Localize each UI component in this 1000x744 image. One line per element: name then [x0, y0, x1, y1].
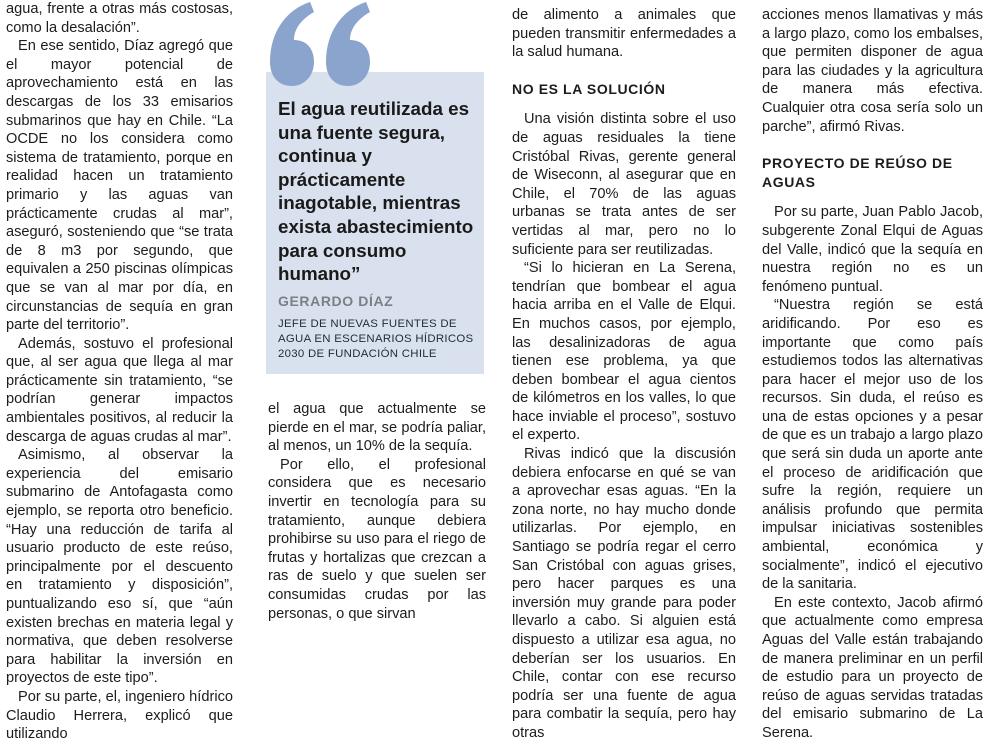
paragraph: Por ello, el profesional considera que es necesario invertir en tecnología para su tratamiento, aunque debiera prohibirse su uso para el riego de frutas y hortalizas que crezcan a ras de suelo y que suelen ser consumidas crudas por las personas, o que sirvan	[268, 456, 486, 622]
paragraph: de alimento a animales que pueden transmitir enfermedades a la salud humana.	[512, 7, 736, 61]
paragraph: Asimismo, al observar la experiencia del emisario submarino de Antofagasta como ejemplo, se reporta otro beneficio. “Hay una reducción de tarifa al usuario producto de este reúso, principalmente por el descuento en tratamiento y disposición”, puntualizando eso sí, que “aún existen brechas en materia legal y normativa, que deben resolverse para habilitar la inversión en proyectos de este tipo”.	[6, 447, 233, 687]
paragraph: En este contexto, Jacob afirmó que actualmente como empresa Aguas del Valle están trabajando de manera preliminar en un perfil de estudio para un proyecto de reúso de aguas servidas tratadas del emisario submarino de La Serena.	[762, 594, 983, 741]
section-subhead: NO ES LA SOLUCIÓN	[512, 80, 666, 97]
article-column-4	[762, 6, 983, 743]
paragraph: Por su parte, el, ingeniero hídrico Claudio Herrera, explicó que utilizando	[6, 688, 233, 743]
article-column-2	[268, 400, 486, 623]
paragraph: Una visión distinta sobre el uso de aguas residuales la tiene Cristóbal Rivas, gerente general de Wiseconn, al asegurar que en Chile, el 70% de las aguas urbanas se trata antes de ser vertidas al mar, pero no lo suficiente para ser reutilizadas.	[512, 111, 736, 258]
article-column-1	[6, 0, 233, 744]
section-subhead: PROYECTO DE REÚSO DE AGUAS	[762, 155, 953, 190]
pull-quote-text: El agua reutilizada es una fuente segura, continua y prácticamente inagotable, mientras exista abastecimiento para consumo humano”	[278, 98, 474, 285]
paragraph: “Si lo hicieran en La Serena, tendrían que bombear el agua hacia arriba en el Valle de Elqui. En muchos casos, por ejemplo, las desalinizadoras de agua tienen ese problema, ya que deben bombear el agua cientos de kilómetros en los valles, lo que hace inviable el proceso”, sostuvo el experto.	[512, 260, 736, 444]
paragraph: el agua que actualmente se pierde en el mar, se podría paliar, al menos, un 10% de la sequía.	[268, 401, 486, 455]
paragraph: Por su parte, Juan Pablo Jacob, subgerente Zonal Elqui de Aguas del Valle, indicó que la sequía en nuestra región no es un fenómeno puntual.	[762, 204, 983, 295]
paragraph: agua, frente a otras más costosas, como la desalación”.	[6, 1, 233, 36]
paragraph: En ese sentido, Díaz agregó que el mayor potencial de aprovechamiento está en las descargas de los 33 emisarios submarinos que hay en Chile. “La OCDE no los considera como sistema de tratamiento, porque en realidad hacen un tratamiento primario y las aguas van prácticamente crudas al mar”, aseguró, sosteniendo que “se trata de 8 m3 por segundo, que equivalen a 250 piscinas olímpicas que se van al mar por día, en circunstancias de sequía en gran parte del territorio”.	[6, 38, 233, 334]
quote-author-role: JEFE DE NUEVAS FUENTES DE AGUA EN ESCENARIOS HÍDRICOS 2030 DE FUNDACIÓN CHILE	[278, 318, 474, 360]
quote-author: GERARDO DÍAZ	[278, 293, 394, 309]
paragraph: Además, sostuvo el profesional que, al ser agua que llega al mar prácticamente sin tratamiento, “se podrían generar impactos ambientales positivos, al reducir la descarga de aguas crudas al mar”.	[6, 335, 233, 445]
article-column-3	[512, 6, 736, 743]
paragraph: “Nuestra región se está aridificando. Por eso es importante que como país estudiemos todos las alternativas para hacer el mejor uso de los recursos. Sin duda, el reúso es una de estas opciones y a pesar de que es un trabajo a largo plazo que será sin duda un aporte ante el proceso de aridificación que sufre la región, requiere un análisis profundo que permita impulsar iniciativas sostenibles ambiental, económica y socialmente”, indicó el ejecutivo de la sanitaria.	[762, 297, 983, 593]
paragraph: Rivas indicó que la discusión debiera enfocarse en qué se van a aprovechar esas aguas. “En la zona norte, no hay mucho donde utilizarlas. Por ejemplo, en Santiago se podría regar el cerro San Cristóbal con aguas grises, pero hacer parques es una inversión muy grande para poder llevarlo a cabo. Si alguien está dispuesto a utilizar esa agua, no deberían ser los usuarios. En Chile, contar con ese recurso podría ser una fuente de agua para combatir la sequía, pero hay otras	[512, 446, 736, 741]
paragraph: acciones menos llamativas y más a largo plazo, como los embalses, que permiten disponer de agua para las ciudades y la agricultura de manera más efectiva. Cualquier otra cosa sería solo un parche”, afirmó Rivas.	[762, 7, 983, 135]
quote-mark-icon	[268, 0, 378, 92]
